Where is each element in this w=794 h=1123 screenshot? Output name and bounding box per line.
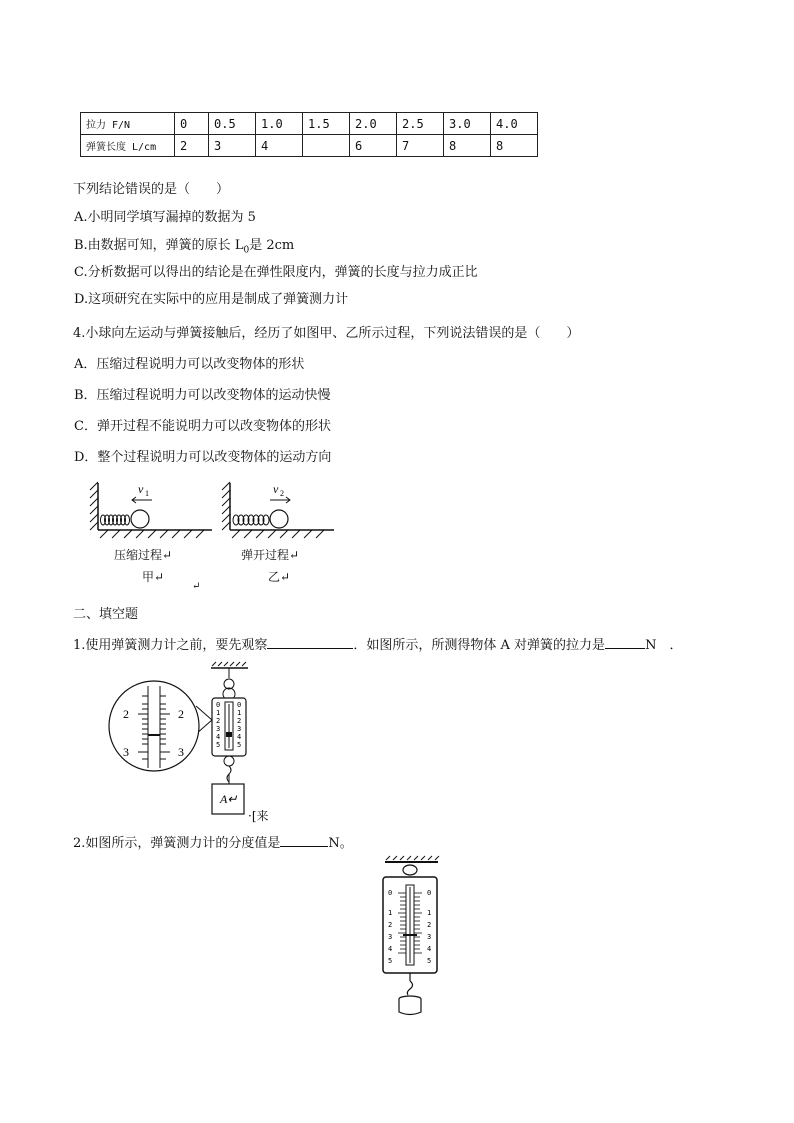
q3-option-b-sub: 0: [243, 245, 250, 256]
fill1-text-a: 1.使用弹簧测力计之前，要先观察: [73, 638, 268, 653]
fill1-text-c: N ．: [645, 638, 683, 653]
q3-option-a: A.小明同学填写漏掉的数据为 5: [74, 210, 256, 225]
svg-text:4: 4: [427, 945, 432, 953]
velocity-label: v: [138, 482, 144, 496]
spring-scale-figure-2: [370, 855, 450, 1020]
svg-text:5: 5: [216, 741, 221, 749]
svg-text:4: 4: [216, 733, 221, 741]
spring-compressed: [101, 515, 130, 525]
svg-text:2: 2: [178, 707, 184, 721]
svg-text:3: 3: [388, 933, 393, 941]
table-cell: 4: [256, 135, 303, 157]
fill2-line: [73, 832, 353, 851]
svg-text:0: 0: [427, 889, 432, 897]
table-cell: 2.5: [397, 113, 444, 135]
svg-text:0: 0: [216, 701, 221, 709]
rebound-figure: [222, 478, 347, 543]
table-cell: 4.0: [491, 113, 538, 135]
section-title: 二、填空题: [73, 607, 139, 622]
velocity-sub: 1: [145, 489, 149, 498]
table-cell: 8: [491, 135, 538, 157]
table-cell: 0: [175, 113, 209, 135]
svg-text:5: 5: [237, 741, 242, 749]
svg-text:3: 3: [427, 933, 432, 941]
svg-text:3: 3: [178, 745, 184, 759]
svg-text:1: 1: [388, 909, 393, 917]
table-cell: 2: [175, 135, 209, 157]
compression-figure: [90, 478, 215, 543]
fig-caption-rebound: 弹开过程↵: [241, 548, 300, 562]
svg-text:0: 0: [388, 889, 393, 897]
velocity-sub: 2: [280, 489, 284, 498]
fill2-text-b: N。: [328, 836, 353, 851]
svg-text:2: 2: [216, 717, 221, 725]
q3-option-b-text: B.由数据可知，弹簧的原长 L: [74, 238, 244, 253]
spring-scale-figure-1: [108, 660, 308, 820]
svg-text:4: 4: [388, 945, 393, 953]
table-cell: 7: [397, 135, 444, 157]
spring-extended: [233, 515, 269, 525]
q4-option-c: C．弹开过程不能说明力可以改变物体的形状: [74, 419, 331, 434]
svg-text:5: 5: [388, 957, 393, 965]
svg-text:1: 1: [237, 709, 242, 717]
table-row: [81, 113, 538, 135]
q4-option-d: D．整个过程说明力可以改变物体的运动方向: [74, 450, 332, 465]
fill1-line: [73, 634, 682, 653]
table-cell: 1.0: [256, 113, 303, 135]
fill2-text-a: 2.如图所示，弹簧测力计的分度值是: [73, 836, 281, 851]
svg-text:4: 4: [237, 733, 242, 741]
table-cell: 6: [350, 135, 397, 157]
table-row: [81, 135, 538, 157]
data-table: [80, 112, 538, 157]
weight-label: A↵: [220, 792, 238, 806]
table-cell: 8: [444, 135, 491, 157]
fig-label-jia: 甲↵: [142, 570, 165, 584]
q4-option-b: B．压缩过程说明力可以改变物体的运动快慢: [74, 388, 331, 403]
q3-stem: 下列结论错误的是（ ）: [73, 182, 230, 197]
table-cell: 0.5: [209, 113, 256, 135]
fig-label-yi: 乙↵: [268, 570, 291, 584]
ball: [270, 510, 288, 528]
svg-text:2: 2: [123, 707, 129, 721]
q3-option-b: [74, 234, 294, 256]
answer-blank[interactable]: [605, 636, 645, 649]
table-cell: [303, 135, 350, 157]
q3-option-d: D.这项研究在实际中的应用是制成了弹簧测力计: [74, 292, 349, 307]
ball: [131, 510, 149, 528]
table-cell: 1.5: [303, 113, 350, 135]
q4-stem: 4.小球向左运动与弹簧接触后，经历了如图甲、乙所示过程，下列说法错误的是（ ）: [73, 326, 580, 341]
velocity-label: v: [273, 482, 279, 496]
svg-text:5: 5: [427, 957, 432, 965]
svg-text:1: 1: [216, 709, 221, 717]
pointer: [148, 734, 160, 736]
q3-option-b-tail: 是 2cm: [249, 238, 295, 253]
answer-blank[interactable]: [267, 636, 353, 649]
fig-caption-compression: 压缩过程↵: [114, 548, 173, 562]
svg-text:3: 3: [237, 725, 242, 733]
table-cell: 2.0: [350, 113, 397, 135]
svg-text:3: 3: [123, 745, 129, 759]
svg-text:3: 3: [216, 725, 221, 733]
answer-blank[interactable]: [280, 834, 328, 847]
weight: [399, 999, 421, 1015]
table-cell: 3.0: [444, 113, 491, 135]
pointer: [403, 934, 417, 936]
q3-option-c: C.分析数据可以得出的结论是在弹性限度内，弹簧的长度与拉力成正比: [74, 265, 478, 280]
stray-return-mark: ↵: [192, 581, 201, 592]
row-header-length: 弹簧长度 L/cm: [81, 135, 175, 157]
svg-text:2: 2: [237, 717, 242, 725]
fill1-text-b: ．如图所示，所测得物体 A 对弹簧的拉力是: [353, 638, 606, 653]
svg-text:0: 0: [237, 701, 242, 709]
q4-option-a: A．压缩过程说明力可以改变物体的形状: [74, 357, 305, 372]
table-cell: 3: [209, 135, 256, 157]
stray-text: ·[来: [248, 809, 269, 823]
svg-text:2: 2: [388, 921, 393, 929]
svg-text:2: 2: [427, 921, 432, 929]
row-header-force: 拉力 F/N: [81, 113, 175, 135]
svg-text:1: 1: [427, 909, 432, 917]
